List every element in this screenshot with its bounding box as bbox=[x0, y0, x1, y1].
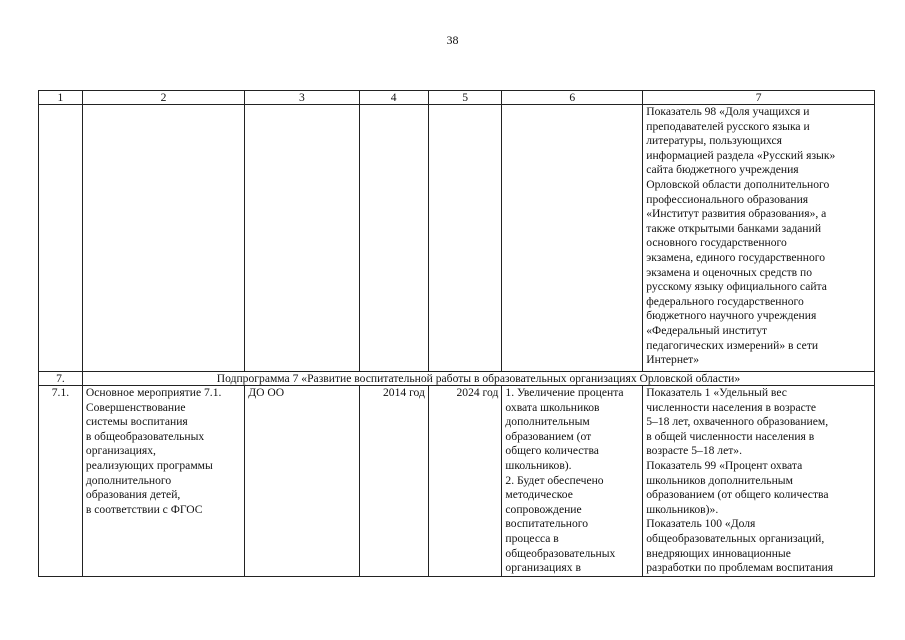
subprogram-row bbox=[39, 372, 875, 386]
cell-empty bbox=[39, 105, 83, 372]
page-number: 38 bbox=[446, 33, 459, 47]
cell-empty bbox=[502, 105, 643, 372]
column-header-6: 6 bbox=[502, 91, 643, 105]
cell-empty bbox=[428, 105, 501, 372]
expected-results: 1. Увеличение процента охвата школьников дополнительным образованием (от общего количества школьников). 2. Будет обеспечено методическое сопровождение воспитательного процесса в общеобразовательных организациях в bbox=[502, 386, 643, 577]
activity-name: Основное мероприятие 7.1. Совершенствование системы воспитания в общеобразовательных организациях, реализующих программы дополнительного образования детей, в соответствии с ФГОС bbox=[82, 386, 244, 577]
cell-empty bbox=[245, 105, 359, 372]
cell-empty bbox=[359, 105, 428, 372]
column-header-2: 2 bbox=[82, 91, 244, 105]
responsible-executor: ДО ОО bbox=[245, 386, 359, 577]
table-header-row bbox=[39, 91, 875, 105]
table-row-7-1 bbox=[39, 386, 875, 577]
subprogram-number: 7. bbox=[39, 372, 83, 386]
program-activities-table bbox=[38, 90, 875, 577]
column-header-4: 4 bbox=[359, 91, 428, 105]
table-row-continuation bbox=[39, 105, 875, 372]
indicator-98-cell: Показатель 98 «Доля учащихся и преподавателей русского языка и литературы, пользующихся информацией раздела «Русский язык» сайта бюджетного учреждения Орловской области дополнительного профессионального образования «Институт развития образования», а также открытыми банками заданий основного государственного экзамена, единого государственного экзамена и оценочных средств по русскому языку официального сайта федерального государственного бюджетного научного учреждения «Федеральный институт педагогических измерений» в сети Интернет» bbox=[643, 105, 875, 372]
column-header-7: 7 bbox=[643, 91, 875, 105]
end-year: 2024 год bbox=[428, 386, 501, 577]
cell-empty bbox=[82, 105, 244, 372]
column-header-3: 3 bbox=[245, 91, 359, 105]
activity-number: 7.1. bbox=[39, 386, 83, 577]
column-header-5: 5 bbox=[428, 91, 501, 105]
subprogram-title: Подпрограмма 7 «Развитие воспитательной работы в образовательных организациях Орловской области» bbox=[82, 372, 874, 386]
column-header-1: 1 bbox=[39, 91, 83, 105]
start-year: 2014 год bbox=[359, 386, 428, 577]
indicators-cell: Показатель 1 «Удельный вес численности населения в возрасте 5–18 лет, охваченного образованием, в общей численности населения в возрасте 5–18 лет». Показатель 99 «Процент охвата школьников дополнительным образованием (от общего количества школьников)». Показатель 100 «Доля общеобразовательных организаций, внедряющих инновационные разработки по проблемам воспитания bbox=[643, 386, 875, 577]
